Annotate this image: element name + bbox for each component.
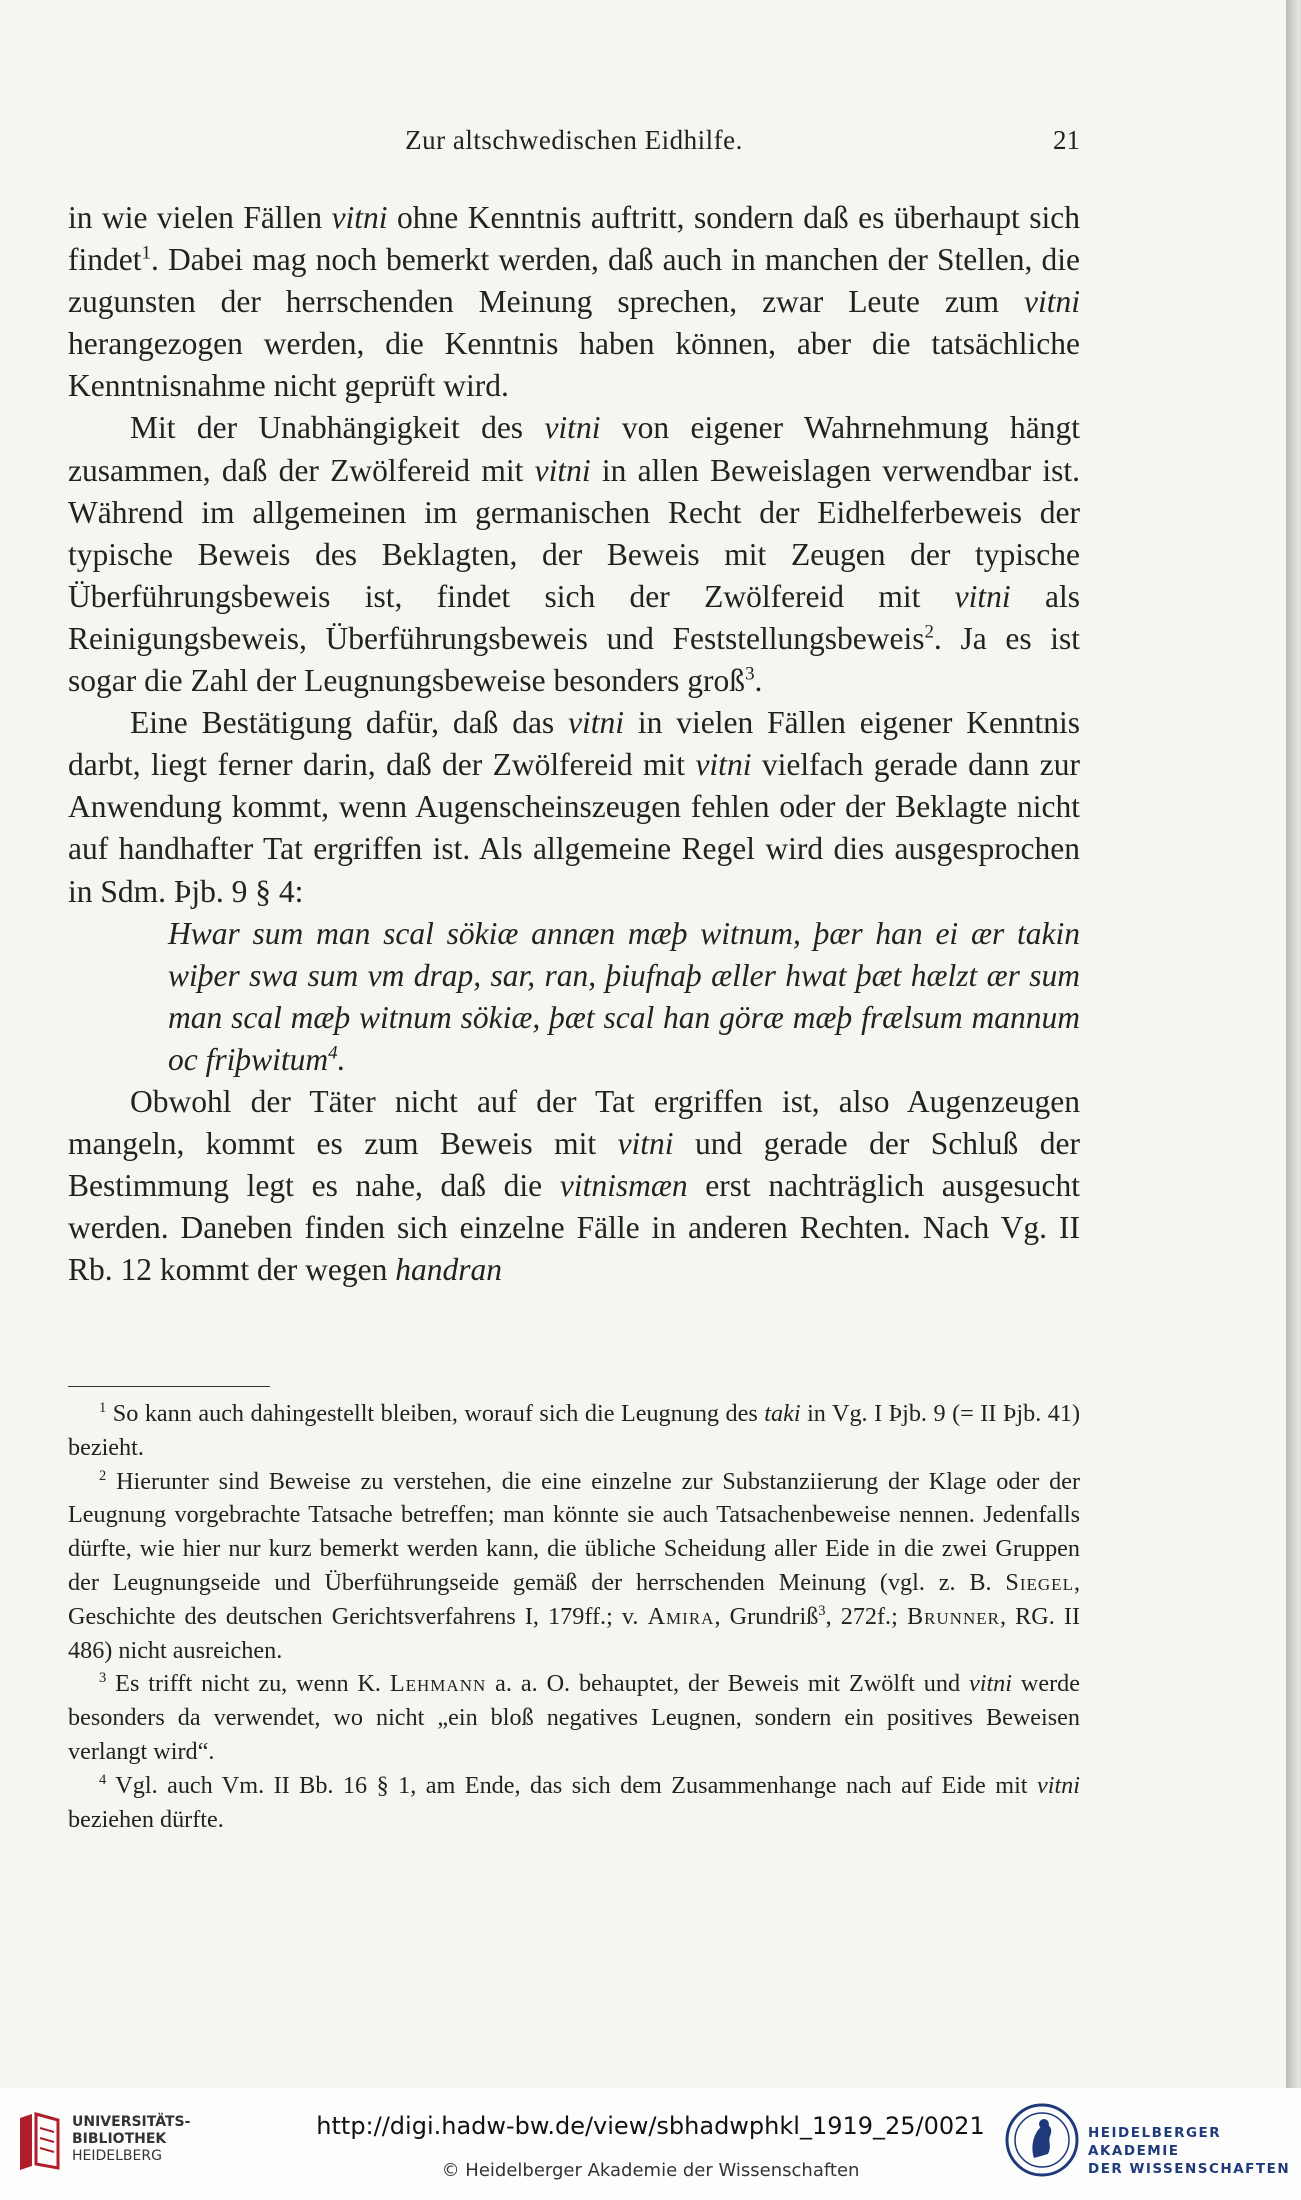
footnote-2: $^2$ Hierunter sind Beweise zu verstehen, die eine einzelne zur Substanziierung der Klage oder der Leugnung vorgebrachte Tatsache betreffen; man könnte sie auch Tatsachenbeweise nennen. Jedenfalls dürfte, wie hier nur kurz bemerkt werden kann, die übliche Scheidung aller Eide in die zwei Gruppen der Leugnungseide und Überführungseide gemäß der herrschenden Meinung (vgl. z. B. Siegel, Geschichte des deutschen Gerichtsverfahrens I, 179ff.; v. Amira, Grundriß$^3$, 272f.; Brunner, RG. II 486) nicht ausreichen. (68, 1467, 1080, 1664)
copyright-notice: © Heidelberger Akademie der Wissenschaften (441, 2160, 860, 2181)
footnote-ref-4[interactable]: 4 (328, 1042, 338, 1064)
footnote-rule (68, 1386, 270, 1387)
paragraph-3: Eine Bestätigung dafür, daß das vitni in vielen Fällen eigener Kenntnis darbt, liegt ferner darin, daß der Zwölfereid mit vitni vielfach gerade dann zur Anwendung kommt, wenn Augenscheinszeugen fehlen oder der Beklagte nicht auf handhafter Tat ergriffen ist. Als allgemeine Regel wird dies ausgesprochen in Sdm. Þjb. 9 § 4: (68, 705, 1080, 909)
viewer-footer (0, 2088, 1301, 2200)
running-head (68, 125, 1080, 165)
footnote-1: $^1$ So kann auch dahingestellt bleiben, worauf sich die Leugnung des taki in Vg. I Þjb. 9 (= II Þjb. 41) bezieht. (68, 1399, 1080, 1461)
footnote-ref-1[interactable]: 1 (141, 242, 151, 264)
footnote-4: $^4$ Vgl. auch Vm. II Bb. 16 § 1, am Ende, das sich dem Zusammenhange nach auf Eide mit vitni beziehen dürfte. (68, 1771, 1080, 1833)
footnote-ref-3[interactable]: 3 (745, 663, 755, 685)
footnotes (68, 1397, 1080, 1836)
permalink-url[interactable]: http://digi.hadw-bw.de/view/sbhadwphkl_1919_25/0021 (316, 2112, 985, 2140)
body-text (68, 197, 1080, 1291)
paragraph-1: in wie vielen Fällen vitni ohne Kenntnis auftritt, sondern daß es überhaupt sich findet$^1$. Dabei mag noch bemerkt werden, daß auch in manchen der Stellen, die zugunsten der herrschenden Meinung sprechen, zwar Leute zum vitni herangezogen werden, die Kenntnis haben können, aber die tatsächliche Kenntnisnahme nicht geprüft wird. (68, 200, 1081, 404)
ub-wordmark: UNIVERSITÄTS- BIBLIOTHEK HEIDELBERG (72, 2114, 191, 2164)
quotation: Hwar sum man scal sökiæ annæn mæþ witnum, þær han ei ær takin wiþer swa sum vm drap, sar, ran, þiufnaþ æller hwat þæt hælzt ær sum man scal mæþ witnum sökiæ, þæt scal han göræ mæþ frælsum mannum oc friþwitum$^4$. (168, 915, 1080, 1077)
running-title: Zur altschwedischen Eidhilfe. (405, 125, 743, 155)
footnote-ref-2[interactable]: 2 (924, 621, 934, 643)
page-number: 21 (1053, 125, 1080, 155)
akademie-wordmark: HEIDELBERGER AKADEMIE DER WISSENSCHAFTEN (1088, 2125, 1291, 2177)
footnote-3: $^3$ Es trifft nicht zu, wenn K. Lehmann a. a. O. behauptet, der Beweis mit Zwölft und vitni werde besonders da verwendet, wo nicht „ein bloß negatives Leugnen, sondern ein positives Beweisen verlangt wird“. (68, 1670, 1080, 1765)
akademie-seal-icon[interactable] (1004, 2102, 1080, 2178)
paragraph-2: Mit der Unabhängigkeit des vitni von eigener Wahrnehmung hängt zusammen, daß der Zwölfereid mit vitni in allen Beweislagen verwendbar ist. Während im allgemeinen im germanischen Recht der Eidhelferbeweis der typische Beweis des Beklagten, der Beweis mit Zeugen der typische Überführungsbeweis ist, findet sich der Zwölfereid mit vitni als Reinigungsbeweis, Überführungsbeweis und Feststellungsbeweis$^2$. Ja es ist sogar die Zahl der Leugnungsbeweise besonders groß$^3$. (68, 410, 1080, 699)
paragraph-4: Obwohl der Täter nicht auf der Tat ergriffen ist, also Augenzeugen mangeln, kommt es zum Beweis mit vitni und gerade der Schluß der Bestimmung legt es nahe, daß die vitnismæn erst nachträglich ausgesucht werden. Daneben finden sich einzelne Fälle in anderen Rechten. Nach Vg. II Rb. 12 kommt der wegen handran (68, 1083, 1080, 1288)
